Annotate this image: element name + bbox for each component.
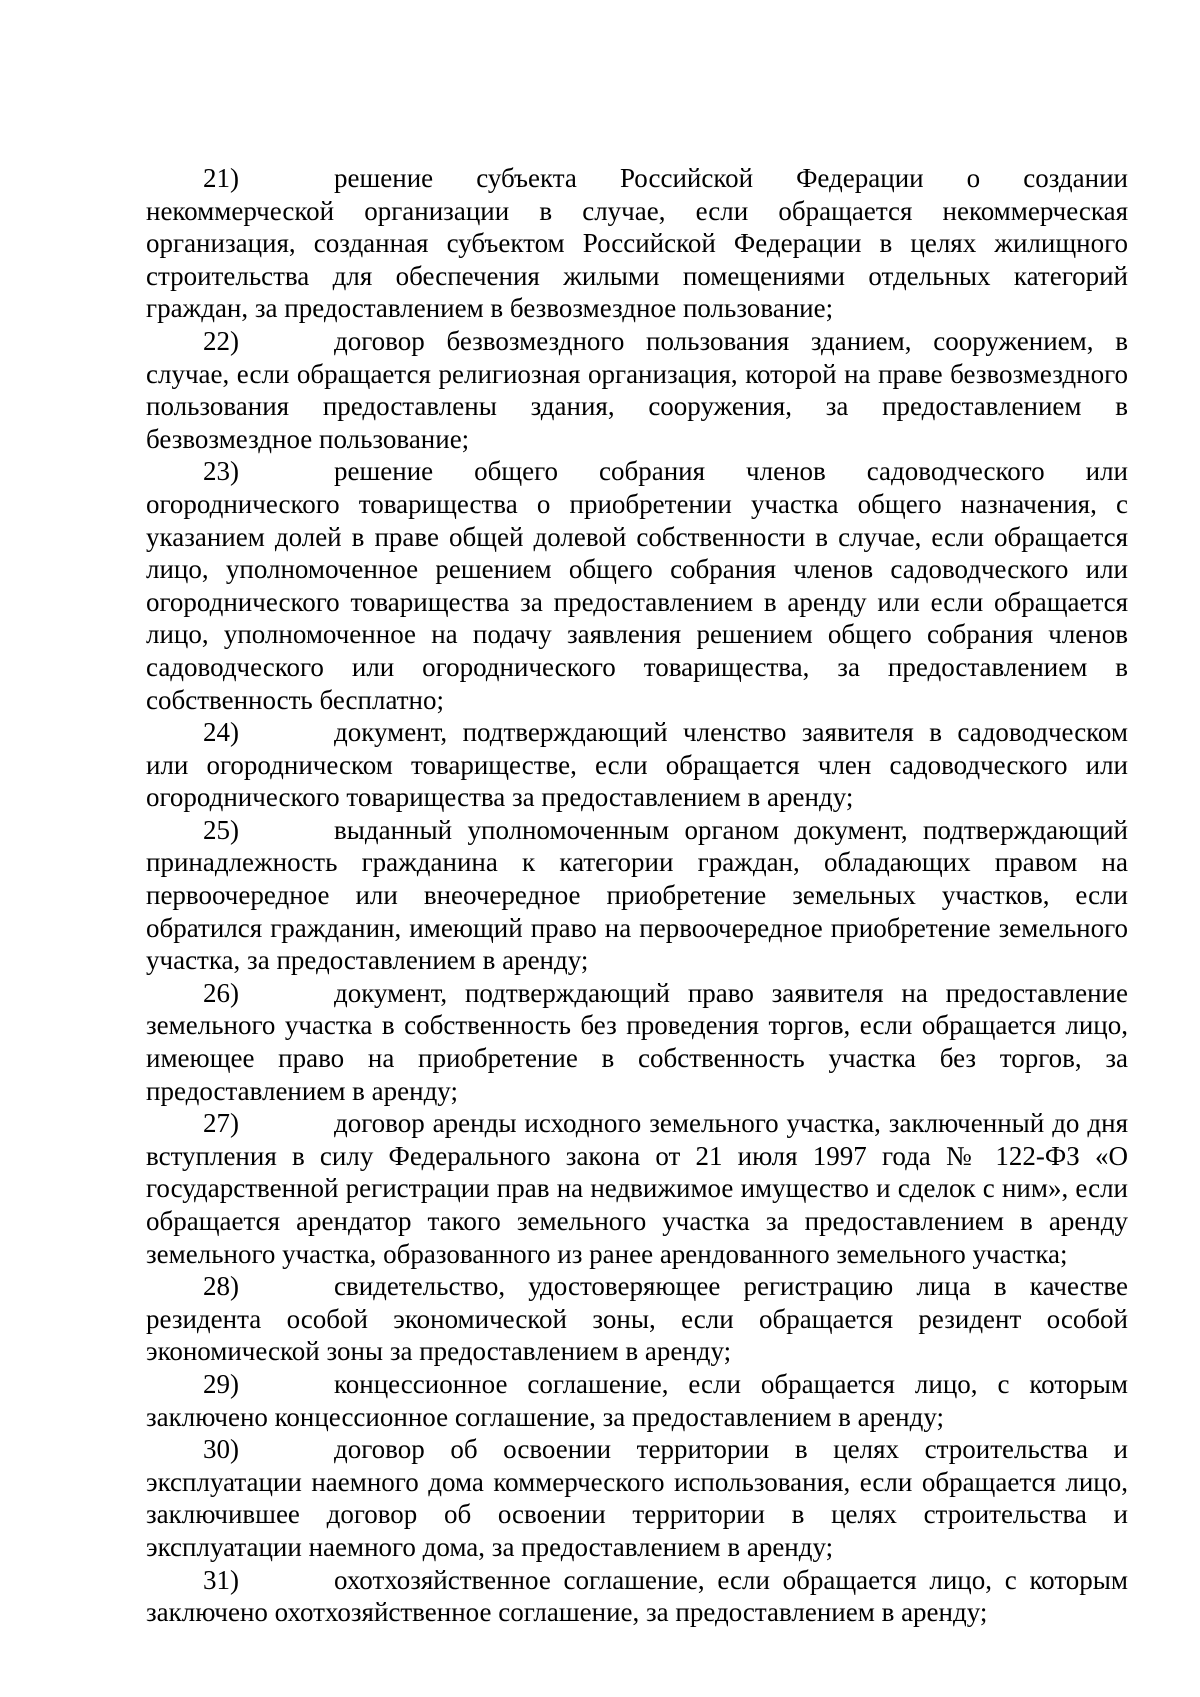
item-text: охотхозяйственное соглашение, если обращается лицо, с которым заключено охотхозяйственное соглашение, за предоставлением в аренду;: [146, 1564, 1128, 1628]
list-item-21: [146, 162, 1128, 325]
list-item-31: [146, 1564, 1128, 1629]
list-item-24: [146, 716, 1128, 814]
item-number: 26): [203, 977, 239, 1008]
item-text: договор об освоении территории в целях строительства и эксплуатации наемного дома коммерческого использования, если обращается лицо, заключившее договор об освоении территории в целях строительства и эксплуатации наемного дома, за предоставлением в аренду;: [146, 1434, 1128, 1562]
item-number: 28): [203, 1271, 239, 1302]
item-text: решение общего собрания членов садоводческого или огороднического товарищества о приобретении участка общего назначения, с указанием долей в праве общей долевой собственности в случае, если обращается лицо, уполномоченное решением общего собрания членов садоводческого или огороднического товарищества за предоставлением в аренду или если обращается лицо, уполномоченное на подачу заявления решением общего собрания членов садоводческого или огороднического товарищества, за предоставлением в собственность бесплатно;: [146, 456, 1128, 715]
item-number: 23): [203, 456, 239, 487]
item-number: 25): [203, 814, 239, 845]
list-item-28: [146, 1270, 1128, 1368]
item-number: 22): [203, 325, 239, 356]
item-text: документ, подтверждающий членство заявителя в садоводческом или огородническом товариществе, если обращается член садоводческого или огороднического товарищества за предоставлением в аренду;: [146, 717, 1128, 813]
item-number: 29): [203, 1368, 239, 1399]
document-page: [146, 162, 1128, 1629]
list-item-25: [146, 814, 1128, 977]
item-number: 27): [203, 1108, 239, 1139]
item-text: решение субъекта Российской Федерации о создании некоммерческой организации в случае, если обращается некоммерческая организация, созданная субъектом Российской Федерации в целях жилищного строительства для обеспечения жилыми помещениями отдельных категорий граждан, за предоставлением в безвозмездное пользование;: [146, 163, 1128, 324]
item-text: договор безвозмездного пользования зданием, сооружением, в случае, если обращается религиозная организация, которой на праве безвозмездного пользования предоставлены здания, сооружения, за предоставлением в безвозмездное пользование;: [146, 325, 1128, 454]
list-item-30: [146, 1433, 1128, 1563]
item-text: документ, подтверждающий право заявителя на предоставление земельного участка в собственность без проведения торгов, если обращается лицо, имеющее право на приобретение в собственность участка без торгов, за предоставлением в аренду;: [146, 977, 1128, 1106]
item-text: концессионное соглашение, если обращается лицо, с которым заключено концессионное соглашение, за предоставлением в аренду;: [146, 1368, 1128, 1432]
list-item-23: [146, 455, 1128, 716]
item-text: договор аренды исходного земельного участка, заключенный до дня вступления в силу Федерального закона от 21 июля 1997 года № 122-ФЗ «О государственной регистрации прав на недвижимое имущество и сделок с ним», если обращается арендатор такого земельного участка за предоставлением в аренду земельного участка, образованного из ранее арендованного земельного участка;: [146, 1108, 1128, 1269]
item-number: 24): [203, 717, 239, 748]
list-item-26: [146, 977, 1128, 1107]
item-number: 31): [203, 1564, 239, 1595]
item-number: 21): [203, 163, 239, 193]
list-item-22: [146, 325, 1128, 455]
item-text: выданный уполномоченным органом документ, подтверждающий принадлежность гражданина к категории граждан, обладающих правом на первоочередное или внеочередное приобретение земельных участков, если обратился гражданин, имеющий право на первоочередное приобретение земельного участка, за предоставлением в аренду;: [146, 814, 1128, 976]
list-item-27: [146, 1107, 1128, 1270]
item-number: 30): [203, 1434, 239, 1465]
item-text: свидетельство, удостоверяющее регистрацию лица в качестве резидента особой экономической зоны, если обращается резидент особой экономической зоны за предоставлением в аренду;: [146, 1271, 1128, 1367]
list-item-29: [146, 1368, 1128, 1433]
